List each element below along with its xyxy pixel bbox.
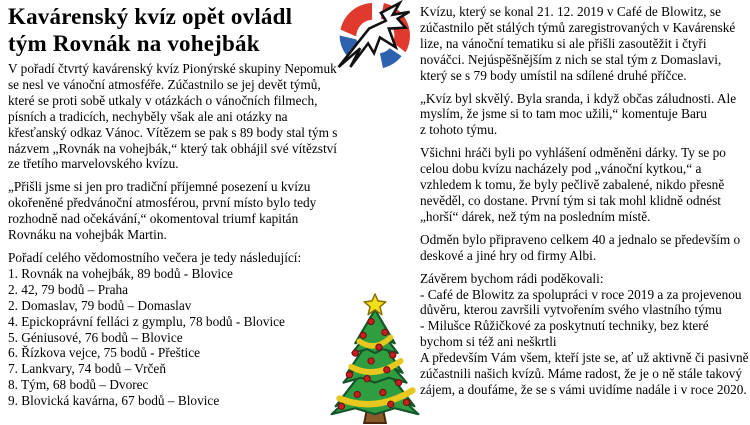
ranking-item: 4. Epickoprávní felláci z gymplu, 78 bodů - Blovice bbox=[8, 313, 285, 329]
christmas-tree-icon bbox=[327, 292, 423, 425]
paragraph-intro: V pořadí čtvrtý kavárenský kvíz Pionýrské skupiny Nepomuk se nesl ve vánoční atmosféře. Zúčastnilo se jej devět týmů, které se proti sobě utkaly v otázkách o vánočních filmech, písních a tradicích, nechyběly však ale ani otázky na křesťanský odkaz Vánoc. Vítězem se pak s 89 body stal tým s názvem „Rovnák na vohejbák,“ který tak obhájil své vítězství ze třetího marvelovského kvízu. bbox=[8, 61, 338, 172]
article-title bbox=[8, 3, 338, 57]
paragraph-event-details: Kvízu, který se konal 21. 12. 2019 v Café de Blowitz, se zúčastnilo pět stálých týmů zaregistrovaných v Kavárenské lize, na vánoční tematiku si ale přišli zasoutěžit i čtyři nováčci. Nejúspěšnějším z nich se stal tým z Domaslavi, který se s 79 body umístil na sdílené druhé příčce. bbox=[420, 4, 736, 83]
paragraph-prizes: Odměn bylo připraveno celkem 40 a jednalo se především o deskové a jiné hry od firmy Albi. bbox=[420, 231, 741, 263]
ranking-item: 1. Rovnák na vohejbák, 89 bodů - Blovice bbox=[8, 265, 233, 281]
thanks-item: - Café de Blowitz za spolupráci v roce 2019 a za projevenou důvěru, kterou završili vytvořením svého vlastního týmu bbox=[420, 286, 742, 318]
ranking-item: 6. Řízkova vejce, 75 bodů - Přeštice bbox=[8, 345, 201, 361]
ranking-intro: Pořadí celého vědomostního večera je tedy následující: bbox=[8, 249, 302, 265]
left-column bbox=[8, 61, 346, 409]
article-title-line1: Kavárenský kvíz opět ovládl bbox=[8, 4, 293, 29]
ranking-item: 2. 42, 79 bodů – Praha bbox=[8, 281, 129, 297]
closing-paragraph: A především Vám všem, kteří jste se, ať už aktivně či pasivně zúčastnili našich kvízů. Máme radost, že je o ně stále takový zájem, a doufáme, že se s vámi uvidíme nadále i v roce 2020. bbox=[420, 350, 749, 397]
thanks-item: - Milušce Růžičkové za poskytnutí techniky, bez které bychom si též ani neškrtli bbox=[420, 318, 709, 350]
pionyr-bird-logo-icon bbox=[336, 0, 414, 69]
ranking-item: 9. Blovická kavárna, 67 bodů – Blovice bbox=[8, 393, 220, 409]
paragraph-quote-baru: „Kvíz byl skvělý. Byla sranda, i když občas záludnosti. Ale myslím, že jsme si to tam moc užili,“ komentuje Baru z tohoto týmu. bbox=[420, 90, 737, 138]
paragraph-quote-captain: „Přišli jsme si jen pro tradiční příjemné posezení u kvízu okořeněné předvánoční atmosférou, první místo bylo tedy rozhodně nad očekávání,“ okomentoval triumf kapitán Rovnáku na vohejbák Martin. bbox=[8, 179, 317, 243]
ranking-item: 2. Domaslav, 79 bodů – Domaslav bbox=[8, 297, 192, 313]
ranking-item: 5. Géniusové, 76 bodů – Blovice bbox=[8, 329, 183, 345]
ranking-list bbox=[8, 266, 346, 409]
ranking-item: 7. Lankvary, 74 bodů – Vrčeň bbox=[8, 361, 166, 377]
article-title-line2: tým Rovnák na vohejbák bbox=[8, 31, 260, 56]
paragraph-gifts: Všichni hráči byli po vyhlášení odměněni dárky. Ty se po celou dobu kvízu nacházely pod „vánoční kytkou,“ a vzhledem k tomu, že byly pečlivě zabalené, nikdo přesně nevěděl, co dostane. První tým si tak mohl klidně odnést „horší“ dárek, než tým na posledním místě. bbox=[420, 145, 726, 224]
thanks-section bbox=[420, 271, 750, 398]
right-column bbox=[420, 4, 750, 398]
ranking-item: 8. Tým, 68 bodů – Dvorec bbox=[8, 377, 149, 393]
thanks-heading: Závěrem bychom rádi poděkovali: bbox=[420, 270, 604, 286]
